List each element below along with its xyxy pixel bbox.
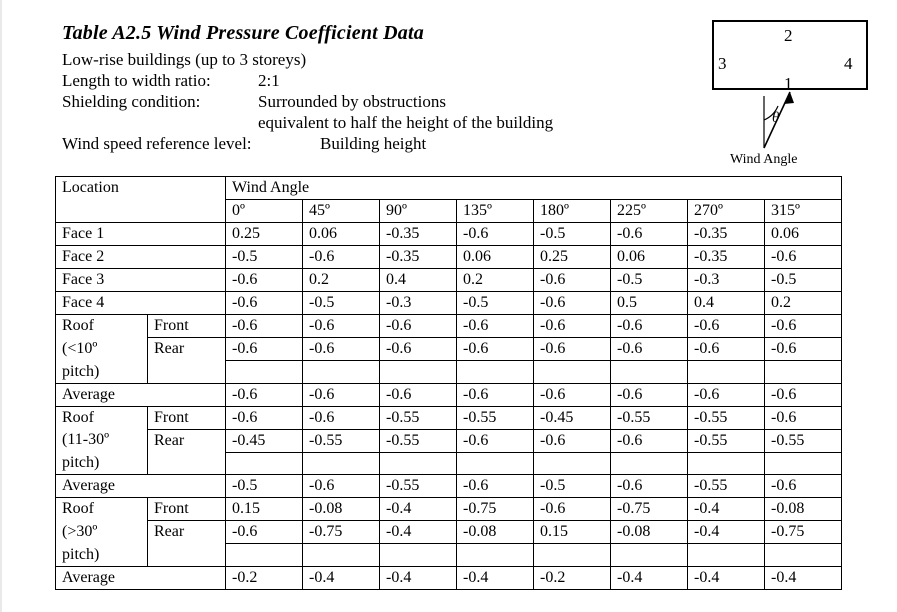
table-row — [56, 521, 842, 544]
cell-value: -0.35 — [688, 246, 765, 269]
column-header-angle-0: 0º — [226, 200, 303, 223]
cell-value: -0.55 — [688, 475, 765, 498]
row-sublabel: Front — [148, 498, 226, 521]
cell-value: -0.6 — [226, 338, 303, 361]
cell-value: -0.08 — [457, 521, 534, 544]
row-label: (11-30º — [56, 429, 148, 452]
row-label: Face 4 — [56, 292, 226, 315]
table-row — [56, 223, 842, 246]
cell-value — [765, 452, 842, 475]
row-label: pitch) — [56, 361, 148, 384]
building-plan-diagram — [712, 12, 872, 172]
column-header-angle-180: 180º — [534, 200, 611, 223]
cell-value — [765, 544, 842, 567]
cell-value: -0.55 — [380, 429, 457, 452]
cell-value: -0.55 — [380, 475, 457, 498]
row-label: Average — [56, 475, 226, 498]
cell-value: -0.5 — [226, 475, 303, 498]
cell-value: -0.6 — [303, 383, 380, 406]
cell-value: -0.6 — [765, 315, 842, 338]
cell-value: -0.45 — [226, 429, 303, 452]
cell-value: -0.75 — [611, 498, 688, 521]
page-title: Table A2.5 Wind Pressure Coefficient Data — [62, 22, 424, 44]
diagram-face-4-label: 4 — [844, 54, 853, 73]
table-row — [56, 429, 842, 452]
cell-value — [765, 361, 842, 384]
cell-value: -0.55 — [303, 429, 380, 452]
cell-value: -0.08 — [303, 498, 380, 521]
cell-value: -0.6 — [611, 383, 688, 406]
cell-value: -0.6 — [380, 338, 457, 361]
cell-value: -0.6 — [688, 338, 765, 361]
cell-value: -0.6 — [765, 246, 842, 269]
cell-value: -0.6 — [611, 475, 688, 498]
cell-value: 0.15 — [226, 498, 303, 521]
table-row — [56, 498, 842, 521]
cell-value: -0.6 — [457, 383, 534, 406]
shielding-value-continued: equivalent to half the height of the building — [258, 113, 554, 132]
cell-value: -0.5 — [611, 269, 688, 292]
column-header-angle-315: 315º — [765, 200, 842, 223]
cell-value: -0.6 — [534, 383, 611, 406]
cell-value: -0.5 — [765, 269, 842, 292]
diagram-face-2-label: 2 — [784, 26, 793, 45]
cell-value: -0.4 — [688, 521, 765, 544]
column-header-wind-angle: Wind Angle — [226, 177, 842, 200]
theta-symbol: θ — [772, 110, 780, 126]
cell-value: -0.4 — [688, 566, 765, 589]
cell-value: 0.06 — [765, 223, 842, 246]
column-header-angle-45: 45º — [303, 200, 380, 223]
row-sublabel: Rear — [148, 338, 226, 361]
cell-value: -0.6 — [611, 338, 688, 361]
cell-value: 0.06 — [611, 246, 688, 269]
cell-value: -0.2 — [226, 566, 303, 589]
cell-value: -0.5 — [534, 223, 611, 246]
cell-value: -0.6 — [457, 315, 534, 338]
row-label: Average — [56, 383, 226, 406]
cell-value: -0.6 — [765, 338, 842, 361]
column-header-location: Location — [56, 177, 226, 223]
cell-value: -0.08 — [765, 498, 842, 521]
cell-value — [226, 452, 303, 475]
cell-value — [303, 361, 380, 384]
cell-value: 0.15 — [534, 521, 611, 544]
cell-value: -0.4 — [611, 566, 688, 589]
cell-value — [534, 544, 611, 567]
cell-value: -0.6 — [611, 223, 688, 246]
cell-value: -0.6 — [688, 315, 765, 338]
cell-value: -0.6 — [226, 292, 303, 315]
row-label: (>30º — [56, 521, 148, 544]
cell-value — [611, 361, 688, 384]
wind-pressure-coefficient-table — [55, 176, 842, 590]
cell-value: -0.6 — [534, 429, 611, 452]
wind-angle-indicator — [756, 90, 826, 150]
row-sublabel: Front — [148, 406, 226, 429]
cell-value: -0.6 — [611, 429, 688, 452]
row-sublabel: Rear — [148, 429, 226, 452]
cell-value: -0.4 — [457, 566, 534, 589]
table-row — [56, 566, 842, 589]
ratio-value: 2:1 — [258, 71, 280, 90]
row-label: Roof — [56, 406, 148, 429]
cell-value: -0.2 — [534, 566, 611, 589]
reference-level-value: Building height — [320, 134, 427, 153]
cell-value: -0.6 — [226, 383, 303, 406]
cell-value — [303, 544, 380, 567]
shielding-value: Surrounded by obstructions — [258, 92, 446, 111]
cell-value — [303, 452, 380, 475]
wind-arrow-icon — [756, 90, 826, 150]
cell-value: -0.4 — [380, 566, 457, 589]
cell-value: -0.6 — [457, 223, 534, 246]
table-header-row-1 — [56, 177, 842, 200]
table-row — [56, 338, 842, 361]
table-row — [56, 475, 842, 498]
meta-line-shielding-cont — [62, 112, 702, 133]
cell-value: -0.75 — [457, 498, 534, 521]
cell-value — [380, 452, 457, 475]
cell-value: -0.08 — [611, 521, 688, 544]
table-row — [56, 544, 842, 567]
table-row — [56, 246, 842, 269]
column-header-angle-225: 225º — [611, 200, 688, 223]
row-label: Roof — [56, 498, 148, 521]
cell-value: -0.5 — [303, 292, 380, 315]
cell-value — [226, 544, 303, 567]
cell-value: -0.6 — [457, 338, 534, 361]
cell-value: -0.4 — [380, 498, 457, 521]
cell-value: -0.35 — [380, 223, 457, 246]
page-edge — [0, 0, 2, 612]
row-sublabel: Rear — [148, 521, 226, 544]
row-sublabel — [148, 361, 226, 384]
cell-value: -0.55 — [457, 406, 534, 429]
cell-value: -0.6 — [765, 383, 842, 406]
header-block — [62, 22, 702, 154]
reference-level-label: Wind speed reference level: — [62, 134, 252, 153]
cell-value — [457, 452, 534, 475]
meta-line-shielding — [62, 91, 702, 112]
cell-value: -0.6 — [303, 338, 380, 361]
cell-value: -0.6 — [226, 269, 303, 292]
cell-value: -0.6 — [303, 315, 380, 338]
building-type-text: Low-rise buildings (up to 3 storeys) — [62, 50, 307, 69]
cell-value: -0.55 — [688, 429, 765, 452]
cell-value: 0.5 — [611, 292, 688, 315]
row-label: pitch) — [56, 452, 148, 475]
row-label: Face 2 — [56, 246, 226, 269]
cell-value: 0.06 — [303, 223, 380, 246]
table-row — [56, 406, 842, 429]
cell-value: -0.6 — [226, 521, 303, 544]
column-header-angle-135: 135º — [457, 200, 534, 223]
cell-value: -0.5 — [226, 246, 303, 269]
cell-value: -0.6 — [765, 406, 842, 429]
cell-value: 0.2 — [765, 292, 842, 315]
cell-value — [380, 361, 457, 384]
cell-value — [380, 544, 457, 567]
table-row — [56, 383, 842, 406]
cell-value: -0.55 — [380, 406, 457, 429]
row-sublabel: Front — [148, 315, 226, 338]
table-row — [56, 315, 842, 338]
cell-value: -0.3 — [688, 269, 765, 292]
table-row — [56, 269, 842, 292]
row-label: (<10º — [56, 338, 148, 361]
row-sublabel — [148, 544, 226, 567]
table-row — [56, 292, 842, 315]
cell-value — [611, 452, 688, 475]
cell-value: -0.6 — [457, 429, 534, 452]
table-body — [56, 223, 842, 590]
ratio-label: Length to width ratio: — [62, 71, 211, 90]
wind-angle-caption: Wind Angle — [730, 152, 798, 167]
cell-value: -0.6 — [303, 406, 380, 429]
cell-value: -0.75 — [303, 521, 380, 544]
cell-value: -0.6 — [534, 292, 611, 315]
diagram-face-3-label: 3 — [718, 54, 727, 73]
cell-value: -0.6 — [611, 315, 688, 338]
cell-value — [688, 544, 765, 567]
diagram-face-1-label: 1 — [784, 74, 793, 93]
column-header-angle-90: 90º — [380, 200, 457, 223]
cell-value: -0.6 — [534, 498, 611, 521]
table-row — [56, 452, 842, 475]
cell-value: -0.4 — [688, 498, 765, 521]
cell-value: -0.4 — [303, 566, 380, 589]
row-label: pitch) — [56, 544, 148, 567]
cell-value: -0.55 — [611, 406, 688, 429]
cell-value: -0.35 — [380, 246, 457, 269]
shielding-label: Shielding condition: — [62, 92, 201, 111]
cell-value: -0.6 — [226, 406, 303, 429]
cell-value: -0.4 — [765, 566, 842, 589]
cell-value: -0.5 — [534, 475, 611, 498]
meta-line-building-type — [62, 49, 702, 70]
cell-value: 0.2 — [457, 269, 534, 292]
cell-value: 0.06 — [457, 246, 534, 269]
row-label: Roof — [56, 315, 148, 338]
meta-line-ratio — [62, 70, 702, 91]
cell-value: 0.25 — [534, 246, 611, 269]
cell-value: 0.25 — [226, 223, 303, 246]
cell-value: -0.6 — [303, 475, 380, 498]
cell-value — [534, 361, 611, 384]
cell-value — [534, 452, 611, 475]
cell-value — [688, 452, 765, 475]
cell-value: 0.4 — [688, 292, 765, 315]
cell-value: 0.4 — [380, 269, 457, 292]
cell-value: -0.35 — [688, 223, 765, 246]
cell-value: -0.6 — [534, 338, 611, 361]
cell-value: -0.3 — [380, 292, 457, 315]
cell-value: -0.6 — [688, 383, 765, 406]
cell-value — [457, 544, 534, 567]
cell-value: -0.45 — [534, 406, 611, 429]
table-row — [56, 361, 842, 384]
cell-value: -0.5 — [457, 292, 534, 315]
row-sublabel — [148, 452, 226, 475]
row-label: Face 3 — [56, 269, 226, 292]
cell-value — [457, 361, 534, 384]
cell-value: -0.6 — [765, 475, 842, 498]
cell-value: -0.6 — [457, 475, 534, 498]
cell-value: -0.4 — [380, 521, 457, 544]
cell-value: -0.6 — [380, 383, 457, 406]
cell-value: 0.2 — [303, 269, 380, 292]
cell-value — [688, 361, 765, 384]
row-label: Face 1 — [56, 223, 226, 246]
cell-value: -0.75 — [765, 521, 842, 544]
cell-value — [226, 361, 303, 384]
cell-value: -0.6 — [226, 315, 303, 338]
cell-value: -0.55 — [688, 406, 765, 429]
cell-value: -0.6 — [534, 269, 611, 292]
cell-value: -0.6 — [303, 246, 380, 269]
cell-value: -0.6 — [534, 315, 611, 338]
column-header-angle-270: 270º — [688, 200, 765, 223]
row-label: Average — [56, 566, 226, 589]
table-head — [56, 177, 842, 223]
meta-line-reference-level — [62, 133, 702, 154]
cell-value: -0.6 — [380, 315, 457, 338]
cell-value — [611, 544, 688, 567]
cell-value: -0.55 — [765, 429, 842, 452]
